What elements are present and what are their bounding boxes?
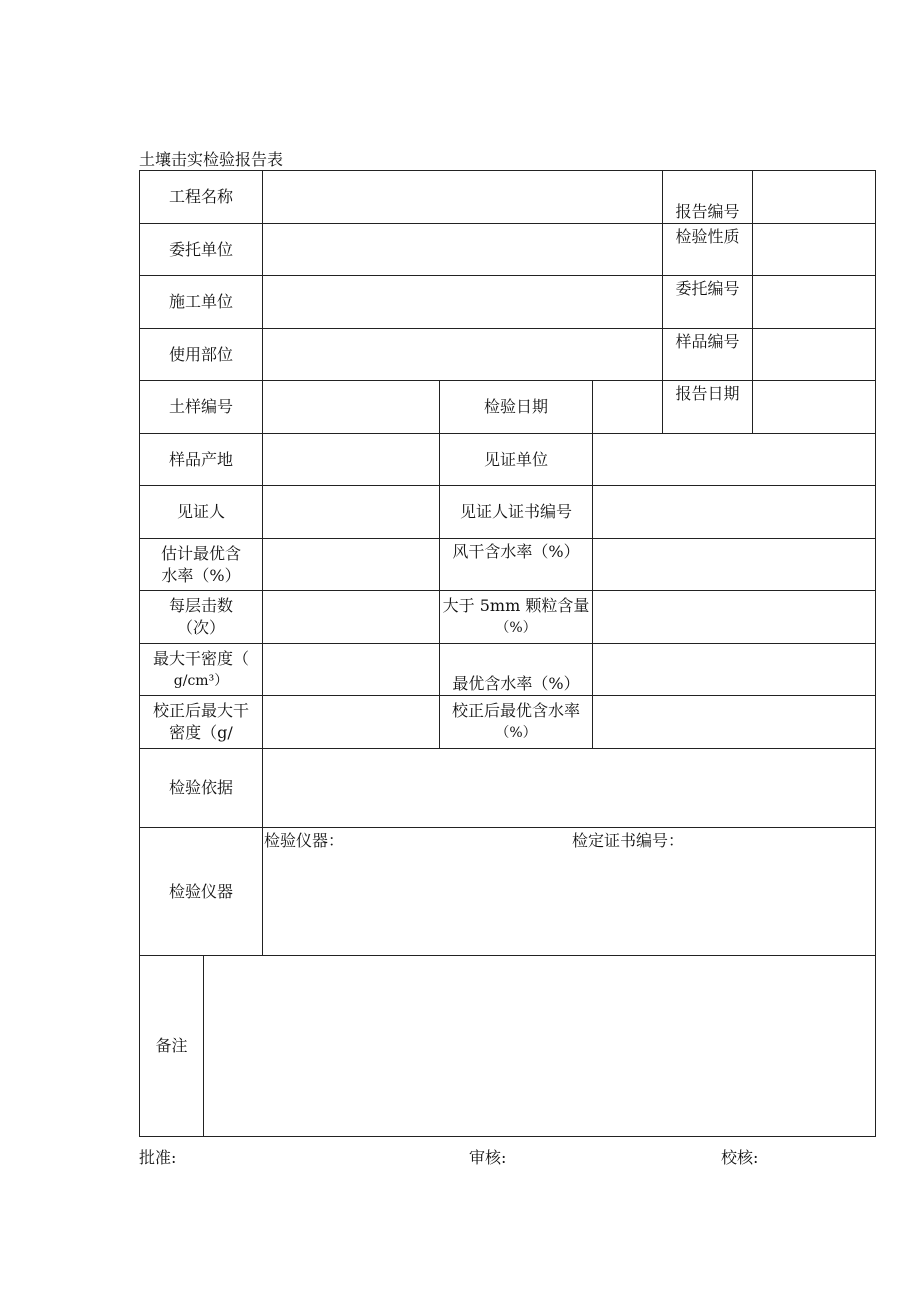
cert-no-field-label: 检定证书编号： <box>572 831 685 850</box>
label-max-density <box>140 644 262 695</box>
label-est-moisture <box>140 539 262 590</box>
label-est-moisture-line2: 水率（%） <box>161 565 241 585</box>
label-max-density-line2: g/cm³） <box>173 672 229 689</box>
label-usage-part: 使用部位 <box>168 344 233 364</box>
label-blows <box>140 591 262 643</box>
label-sample-no: 样品编号 <box>675 332 740 351</box>
label-corr-moisture-line1: 校正后最优含水率 <box>451 701 580 720</box>
label-report-no: 报告编号 <box>675 202 740 221</box>
table-border-bottom <box>139 1136 876 1137</box>
label-est-moisture-line1: 估计最优含 <box>160 543 241 563</box>
label-air-dry-moisture: 风干含水率（%） <box>452 542 580 561</box>
label-over5mm-line2: （%） <box>495 620 537 636</box>
label-instrument: 检验仪器 <box>168 881 233 901</box>
label-soil-sample-no: 土样编号 <box>168 397 233 416</box>
label-witness: 见证人 <box>176 502 225 521</box>
label-corr-moisture-line2: （%） <box>495 725 537 741</box>
form-title: 土壤击实检验报告表 <box>139 150 284 169</box>
label-blows-line2: （次） <box>176 618 225 637</box>
label-report-date: 报告日期 <box>675 384 740 403</box>
footer-check: 校核: <box>721 1148 759 1167</box>
col-divider <box>752 170 753 434</box>
footer-review: 审核: <box>469 1148 507 1167</box>
label-basis: 检验依据 <box>168 778 233 797</box>
col-divider <box>203 955 204 1137</box>
label-witness-cert-no: 见证人证书编号 <box>459 502 572 521</box>
label-blows-line1: 每层击数 <box>168 596 233 615</box>
label-max-density-line1: 最大干密度（ <box>152 648 249 668</box>
label-construction-unit: 施工单位 <box>168 292 233 311</box>
col-divider <box>262 170 263 956</box>
label-test-nature: 检验性质 <box>675 227 740 246</box>
footer-approve: 批准: <box>139 1148 177 1167</box>
label-corr-density-line1: 校正后最大干 <box>152 701 249 720</box>
label-commission-no: 委托编号 <box>675 279 740 298</box>
label-client-unit: 委托单位 <box>168 239 233 259</box>
label-remarks: 备注 <box>155 1036 188 1055</box>
label-over5mm <box>440 591 592 643</box>
label-corr-density-line2: 密度（g/ <box>169 723 233 742</box>
label-sample-origin: 样品产地 <box>168 449 233 469</box>
label-test-date: 检验日期 <box>483 397 548 416</box>
instrument-field-label: 检验仪器： <box>264 831 345 850</box>
label-over5mm-line1: 大于 5mm 颗粒含量 <box>442 596 590 615</box>
col-divider <box>592 380 593 749</box>
label-project-name: 工程名称 <box>168 187 233 206</box>
table-border-right <box>875 170 876 1137</box>
label-witness-unit: 见证单位 <box>483 449 548 469</box>
label-corr-density <box>140 696 262 748</box>
label-corr-moisture <box>440 696 592 748</box>
label-opt-moisture: 最优含水率（%） <box>452 674 580 693</box>
row-divider <box>139 955 876 956</box>
